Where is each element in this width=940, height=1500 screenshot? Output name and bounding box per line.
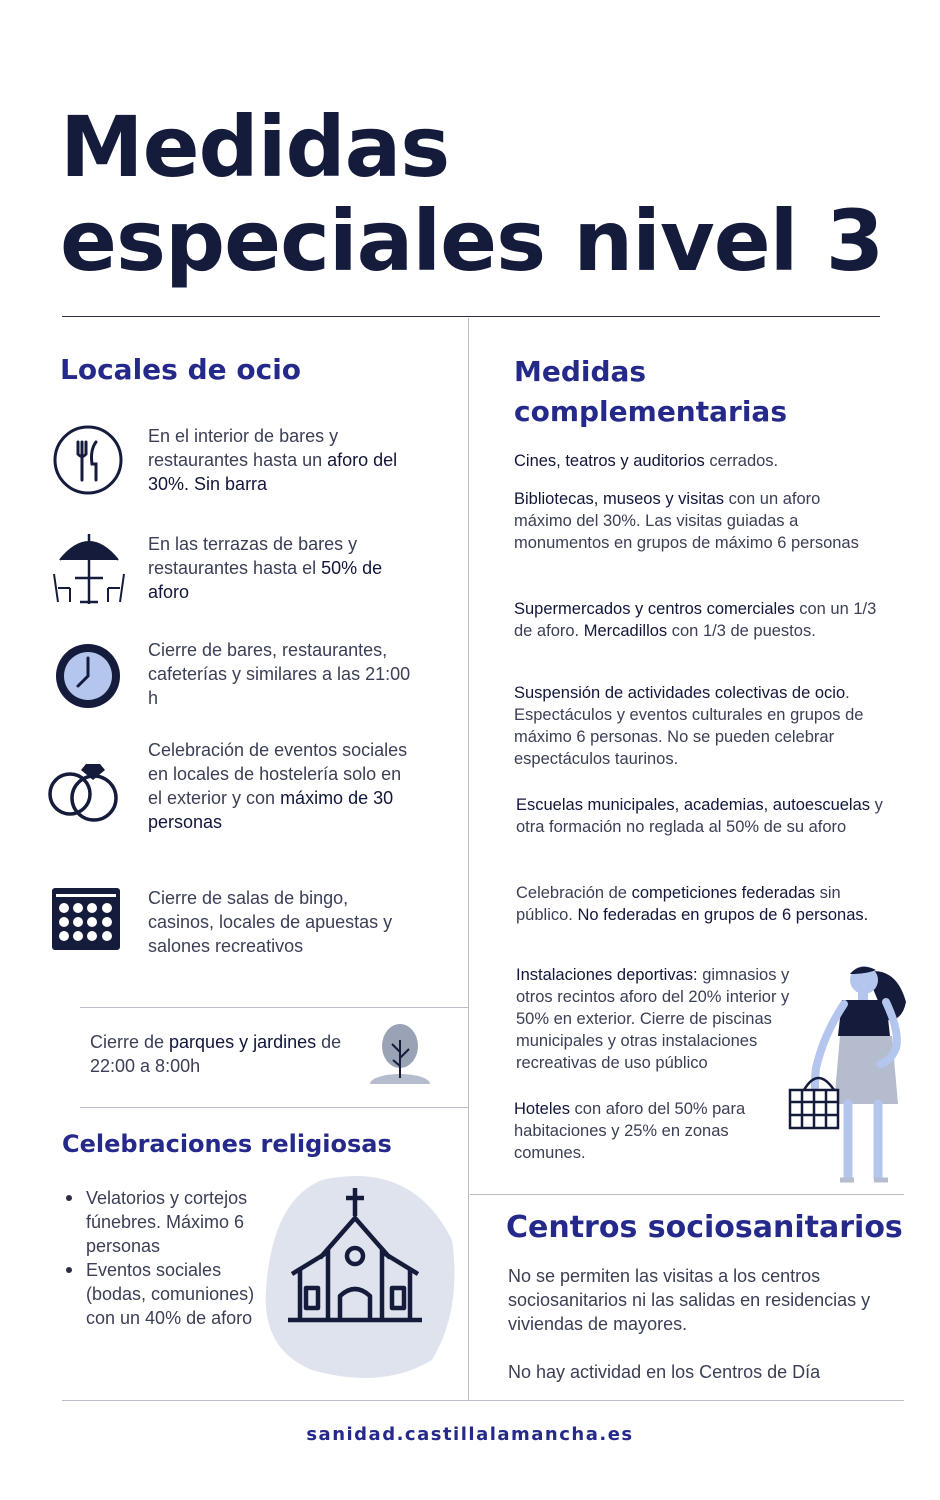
column-divider xyxy=(468,318,469,1400)
tree-icon xyxy=(370,1022,430,1094)
footer-url[interactable]: sanidad.castillalamancha.es xyxy=(306,1424,634,1445)
comp-item-7: Instalaciones deportivas: gimnasios y otros recintos aforo del 20% interior y 50% en exterior. Cierre de piscinas municipales y otras instalaciones recreativas de uso público xyxy=(516,966,790,1072)
clock-icon xyxy=(54,642,122,710)
title-line-2: especiales nivel 3 xyxy=(60,192,884,290)
complementarias-heading: Medidas complementarias xyxy=(514,355,787,428)
page-title xyxy=(60,100,900,288)
sociosanitarios-p2: No hay actividad en los Centros de Día xyxy=(508,1362,821,1382)
list-item: Eventos sociales (bodas, comuniones) con un 40% de aforo xyxy=(62,1258,262,1330)
ocio-item-1: En el interior de bares y restaurantes hasta un aforo del 30%. Sin barra xyxy=(148,426,398,494)
title-line-1: Medidas xyxy=(60,98,450,196)
parques-bottom-divider xyxy=(80,1107,468,1108)
ocio-item-3: Cierre de bares, restaurantes, cafeterías y similares a las 21:00 h xyxy=(148,640,411,708)
fork-knife-icon xyxy=(52,424,124,496)
parques-text: Cierre de parques y jardines de 22:00 a 8:00h xyxy=(90,1032,342,1076)
sociosanitarios-p1: No se permiten las visitas a los centros sociosanitarios ni las salidas en residencias y viviendas de mayores. xyxy=(508,1266,871,1334)
comp-item-1: Cines, teatros y auditorios cerrados. xyxy=(514,452,779,470)
rings-icon xyxy=(46,758,122,824)
bottom-divider xyxy=(62,1400,904,1401)
bingo-card-icon xyxy=(52,888,120,950)
socio-top-divider xyxy=(470,1194,904,1195)
church-icon xyxy=(262,1170,456,1380)
comp-item-3: Supermercados y centros comerciales con un 1/3 de aforo. Mercadillos con 1/3 de puestos. xyxy=(514,600,877,640)
title-divider xyxy=(62,316,880,317)
comp-item-2: Bibliotecas, museos y visitas con un aforo máximo del 30%. Las visitas guiadas a monumentos en grupos de máximo 6 personas xyxy=(514,490,859,552)
list-item: Velatorios y cortejos fúnebres. Máximo 6 personas xyxy=(62,1186,262,1258)
parques-top-divider xyxy=(80,1007,468,1008)
ocio-heading: Locales de ocio xyxy=(60,353,302,386)
ocio-item-4: Celebración de eventos sociales en locales de hostelería solo en el exterior y con máximo de 30 personas xyxy=(148,740,408,832)
sociosanitarios-heading: Centros sociosanitarios xyxy=(506,1210,903,1245)
comp-item-5: Escuelas municipales, academias, autoescuelas y otra formación no reglada al 50% de su aforo xyxy=(516,796,883,836)
comp-item-4: Suspensión de actividades colectivas de ocio. Espectáculos y eventos culturales en grupos de máximo 6 personas. No se pueden celebrar espectáculos taurinos. xyxy=(514,684,864,768)
comp-item-8: Hoteles con aforo del 50% para habitaciones y 25% en zonas comunes. xyxy=(514,1100,746,1162)
ocio-item-5: Cierre de salas de bingo, casinos, locales de apuestas y salones recreativos xyxy=(148,888,393,956)
ocio-item-2: En las terrazas de bares y restaurantes hasta el 50% de aforo xyxy=(148,534,383,602)
religiosas-list xyxy=(62,1186,262,1330)
shopper-illustration xyxy=(786,960,912,1186)
terrace-umbrella-icon xyxy=(50,530,128,606)
comp-item-6: Celebración de competiciones federadas sin público. No federadas en grupos de 6 personas. xyxy=(516,884,869,924)
religiosas-heading: Celebraciones religiosas xyxy=(62,1130,392,1158)
